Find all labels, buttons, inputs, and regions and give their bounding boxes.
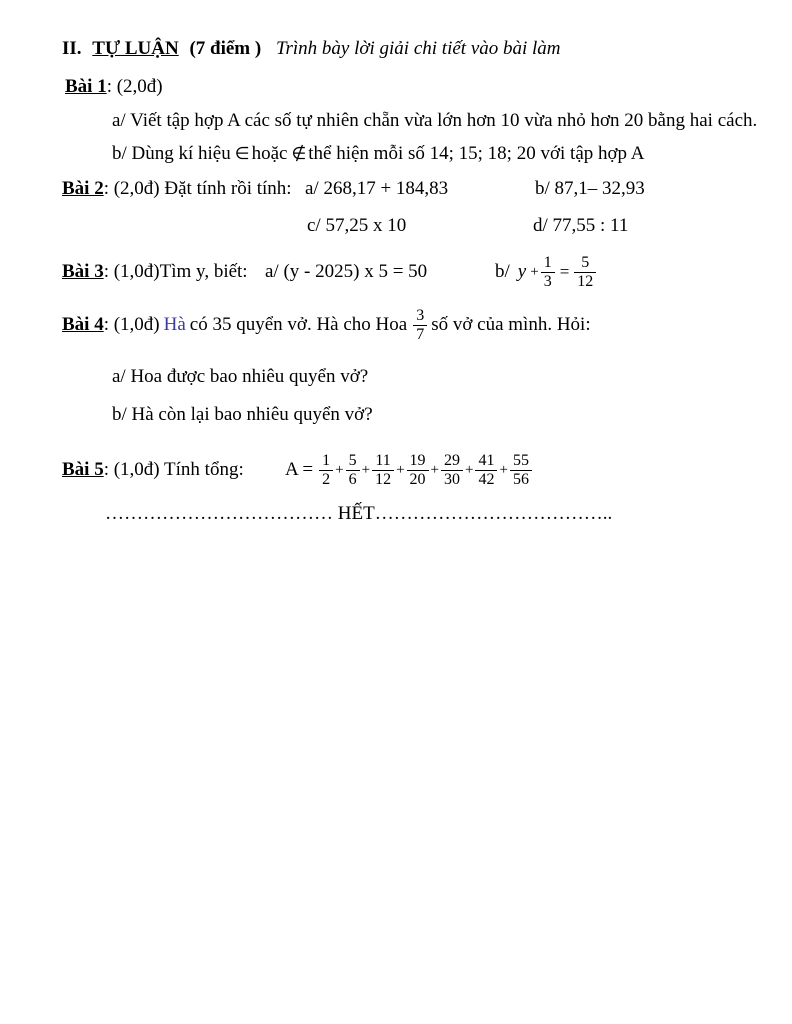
section-instruction: Trình bày lời giải chi tiết vào bài làm [275, 38, 561, 59]
equals-sign: = [559, 262, 570, 281]
problem-2-part-b: b/ 87,1– 32,93 [535, 178, 645, 199]
problem-4-part-a: a/ Hoa được bao nhiêu quyển vở? [112, 366, 369, 387]
plus-sign: + [430, 461, 440, 478]
end-of-exam-line [105, 503, 612, 525]
fraction-term-3: $\frac{11}{12}$ [372, 452, 394, 488]
problem-1-part-b-suffix: thể hiện mỗi số 14; 15; 18; 20 với tập hợp A [308, 143, 645, 164]
problem-1-points: : (2,0đ) [106, 76, 163, 97]
problem-4-label: Bài 4 [62, 314, 104, 335]
problem-2-part-a: a/ 268,17 + 184,83 [305, 178, 449, 199]
problem-1-label: Bài 1 [65, 76, 107, 97]
problem-2-label: Bài 2 [62, 178, 104, 199]
problem-4-text-before-frac: có 35 quyển vở. Hà cho Hoa [189, 314, 408, 335]
plus-sign: + [361, 461, 371, 478]
section-title: TỰ LUẬN [92, 38, 179, 59]
problem-2-part-d: d/ 77,55 : 11 [533, 215, 629, 236]
problem-5-intro: : (1,0đ) Tính tổng: [103, 459, 244, 480]
plus-sign: + [465, 461, 474, 478]
fraction-term-1: $\frac{1}{2}$ [319, 452, 333, 488]
problem-2-row-2 [62, 215, 762, 241]
problem-2-intro: : (2,0đ) Đặt tính rồi tính: [103, 178, 292, 199]
problem-2-heading [62, 178, 292, 200]
problem-4-points: : (1,0đ) [103, 314, 160, 335]
end-label: HẾT [337, 503, 375, 524]
problem-3-part-a: a/ (y - 2025) x 5 = 50 [265, 261, 428, 282]
plus-sign: + [335, 461, 344, 478]
problem-4-text-after-frac: số vở của mình. Hỏi: [431, 314, 591, 335]
problem-1-part-b-prefix: b/ Dùng kí hiệu [112, 143, 231, 164]
dots-left: ……………………………… [105, 503, 333, 524]
fraction-five-twelfths: $\frac{5}{12}$ [574, 254, 596, 290]
problem-4-heading [62, 302, 591, 348]
element-of-symbol: ∈ [234, 144, 250, 163]
problem-1-part-b [112, 143, 644, 165]
problem-1-part-b-mid: hoặc [251, 143, 288, 164]
fraction-term-2: $\frac{5}{6}$ [346, 452, 360, 488]
problem-5-lhs: A = [285, 459, 314, 480]
problem-1-part-a [112, 110, 757, 132]
problem-2-part-c: c/ 57,25 x 10 [307, 215, 407, 236]
problem-3-heading [62, 249, 248, 295]
problem-3-intro: : (1,0đ)Tìm y, biết: [103, 261, 248, 282]
section-header [62, 38, 561, 60]
problem-1-part-a-text: a/ Viết tập hợp A các số tự nhiên chẵn vừa lớn hơn 10 vừa nhỏ hơn 20 bằng hai cách. [112, 110, 758, 131]
problem-5-heading [62, 447, 244, 493]
fraction-term-5: $\frac{29}{30}$ [441, 452, 463, 488]
plus-sign: + [499, 461, 508, 478]
dots-right: ……………………………….. [374, 503, 613, 524]
section-numeral: II. [62, 38, 82, 59]
fraction-term-4: $\frac{19}{20}$ [407, 452, 429, 488]
problem-3-label: Bài 3 [62, 261, 104, 282]
problem-4-name-link: Hà [163, 314, 186, 335]
problem-1-heading [65, 76, 163, 98]
problem-5-expression [285, 447, 532, 493]
problem-3-row [62, 249, 762, 295]
not-element-of-symbol: ∉ [291, 144, 307, 163]
section-points: (7 điểm ) [189, 38, 262, 59]
fraction-one-third: $\frac{1}{3}$ [541, 254, 555, 290]
plus-sign: + [396, 461, 405, 478]
fraction-three-sevenths: $\frac{3}{7}$ [413, 307, 427, 343]
problem-2-row-1 [62, 178, 762, 204]
fraction-term-6: $\frac{41}{42}$ [475, 452, 497, 488]
problem-3-part-b-prefix: b/ [495, 261, 510, 282]
problem-5-label: Bài 5 [62, 459, 104, 480]
plus-sign: + [530, 263, 539, 280]
problem-5-row [62, 447, 762, 493]
problem-3-part-b [495, 249, 596, 295]
problem-3-variable: y [517, 261, 527, 282]
fraction-term-7: $\frac{55}{56}$ [510, 452, 532, 488]
problem-4-part-b: b/ Hà còn lại bao nhiêu quyển vở? [112, 404, 373, 425]
